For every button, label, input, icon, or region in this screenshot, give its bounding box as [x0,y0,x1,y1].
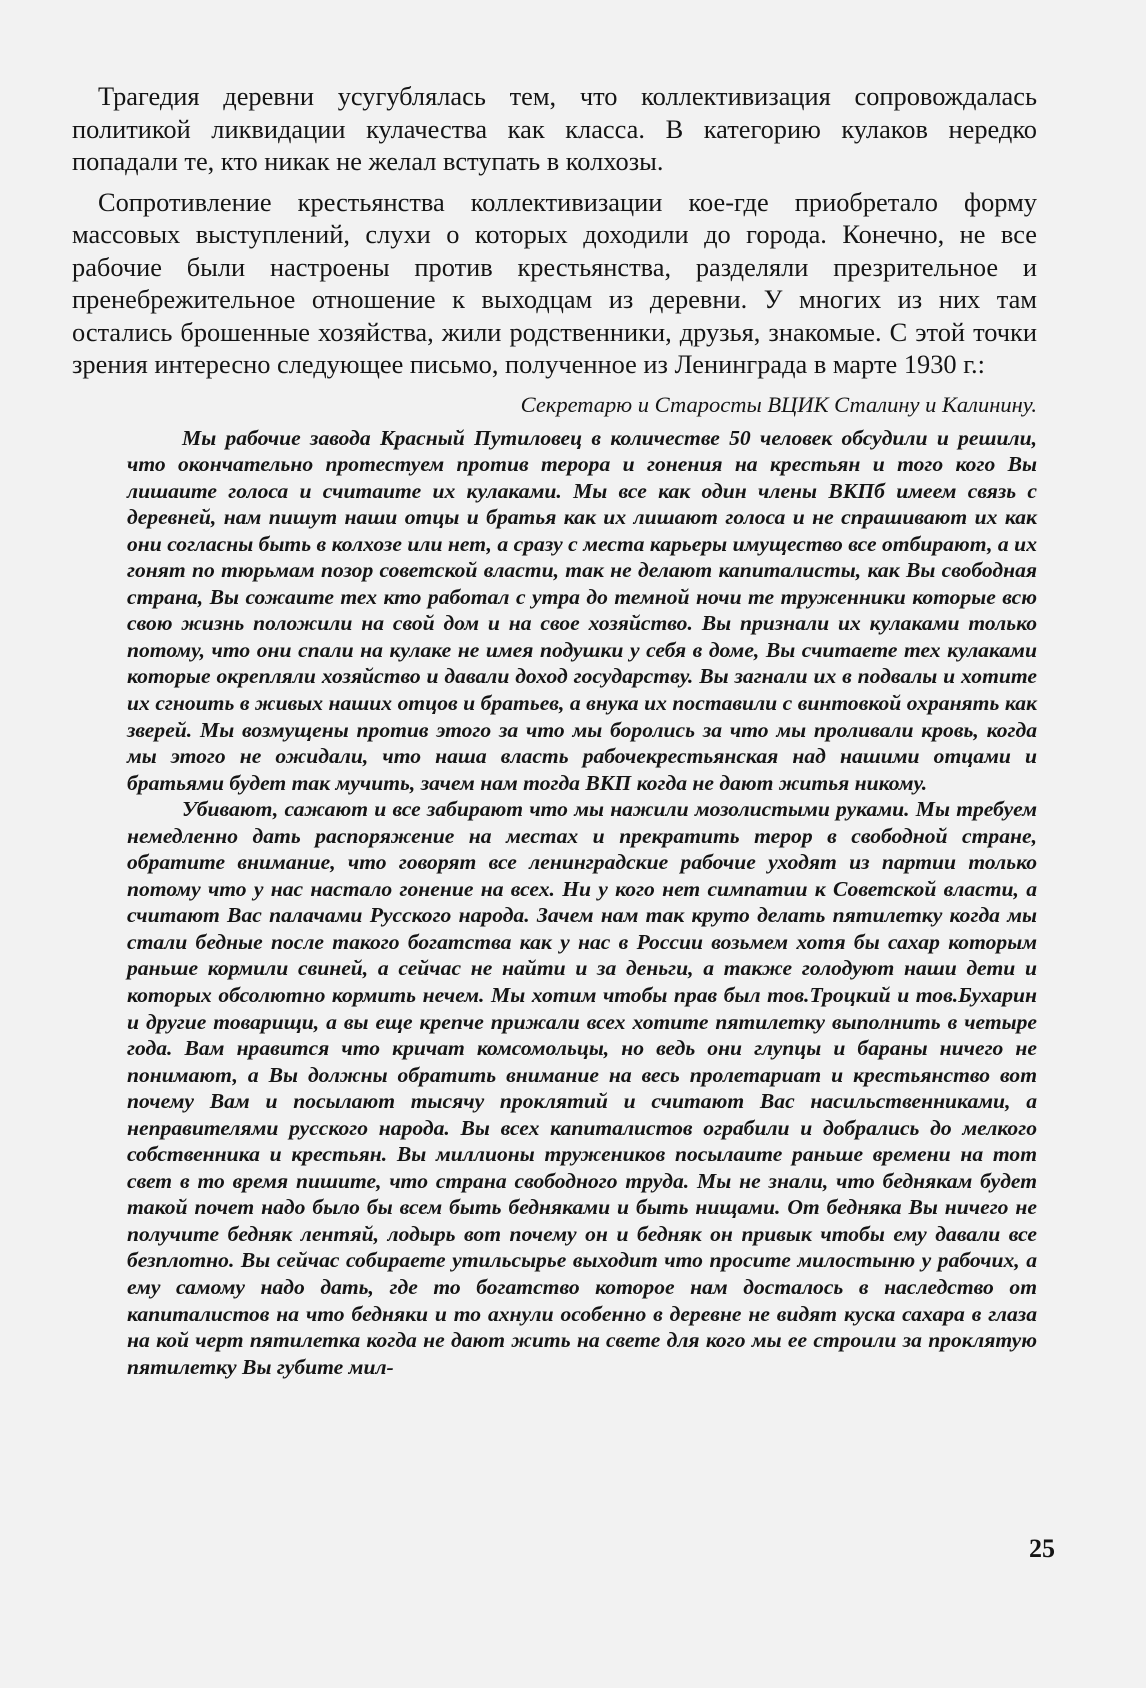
intro-section [72,80,1037,381]
intro-paragraph: Сопротивление крестьянства коллективизации кое-где приобретало форму массовых выступлений, слухи о которых доходили до города. Конечно, не все рабочие были настроены против крестьянства, разделяли презрительное и пренебрежительное отношение к выходцам из деревни. У многих из них там остались брошенные хозяйства, жили родственники, друзья, знакомые. С этой точки зрения интересно следующее письмо, полученное из Ленинграда в марте 1930 г.: [72,186,1037,379]
letter-addressee: Секретарю и Старосты ВЦИК Сталину и Калинину. [520,391,1037,417]
letter-paragraph: Убивают, сажают и все забирают что мы нажили мозолистыми руками. Мы требуем немедленно дать распоряжение на местах и прекратить терор в свободной стране, обратите внимание, что говорят все ленинградские рабочие уходят из партии только потому что у нас настало гонение на всех. Ни у кого нет симпатии к Советской власти, а считают Вас палачами Русского народа. Зачем нам так круто делать пятилетку когда мы стали бедные после такого богатства как у нас в России возьмем хотя бы сахар которым раньше кормили свиней, а сейчас не найти и за деньги, а также голодуют наши дети и которых обсолютно кормить нечем. Мы хотим чтобы прав был тов.Троцкий и тов.Бухарин и другие товарищи, а вы еще крепче прижали всех хотите пятилетку выполнить в четыре года. Вам нравится что кричат комсомольцы, но ведь они глупцы и бараны ничего не понимают, а Вы должны обратить внимание на весь пролетариат и крестьянство вот почему Вам и посылают тысячу проклятий и считают Вас насильственниками, а неправителями русского народа. Вы всех капиталистов ограбили и добрались до мелкого собственника и крестьян. Вы миллионы тружеников посылаите раньше времени на тот свет в то время пишите, что страна свободного труда. Мы не знали, что беднякам будет такой почет надо было бы всем быть бедняками и быть нищами. От бедняка Вы ничего не получите бедняк лентяй, лодырь вот почему он и бедняк он привык чтобы ему давали все безплотно. Вы сейчас собираете утильсырье выходит что просите милостыню у рабочих, а ему самому надо дать, где то богатство которое нам досталось в наследство от капиталистов на что бедняки и то ахнули особенно в деревне не видят куска сахара в глаза на кой черт пятилетка когда не дают жить на свете для кого мы ее строили за проклятую пятилетку Вы губите мил- [127,797,1037,1379]
page-number: 25 [1029,1534,1055,1563]
page-body [72,80,1037,1380]
intro-paragraph: Трагедия деревни усугублялась тем, что коллективизация сопровождалась политикой ликвидации кулачества как класса. В категорию кулаков нередко попадали те, кто никак не желал вступать в колхозы. [72,81,1037,176]
quoted-letter [127,391,1037,1381]
letter-paragraph: Мы рабочие завода Красный Путиловец в количестве 50 человек обсудили и решили, что окончательно протестуем против терора и гонения на крестьян и того кого Вы лишаите голоса и считаите их кулаками. Мы все как один члены ВКПб имеем связь с деревней, нам пишут наши отцы и братья как их лишают голоса и не спрашивают их как они согласны быть в колхозе или нет, а сразу с места карьеры имущество все отбирают, а их гонят по тюрьмам позор советской власти, так не делают капиталисты, как Вы свободная страна, Вы сожаите тех кто работал с утра до темной ночи те труженники которые всю свою жизнь положили на свой дом и на свое хозяйство. Вы признали их кулаками только потому, что они спали на кулаке не имея подушки у себя в доме, Вы считаете тех кулаками которые окрепляли хозяйство и давали доход государству. Вы загнали их в подвалы и хотите их сгноить в живых наших отцов и братьев, а внука их поставили с винтовкой охранять как зверей. Мы возмущены против этого за что мы боролись за что мы проливали кровь, когда мы этого не ожидали, что наша власть рабочекрестьянская над нашими отцами и братьями будет так мучить, зачем нам тогда ВКП когда не дают житья никому. [127,425,1037,795]
